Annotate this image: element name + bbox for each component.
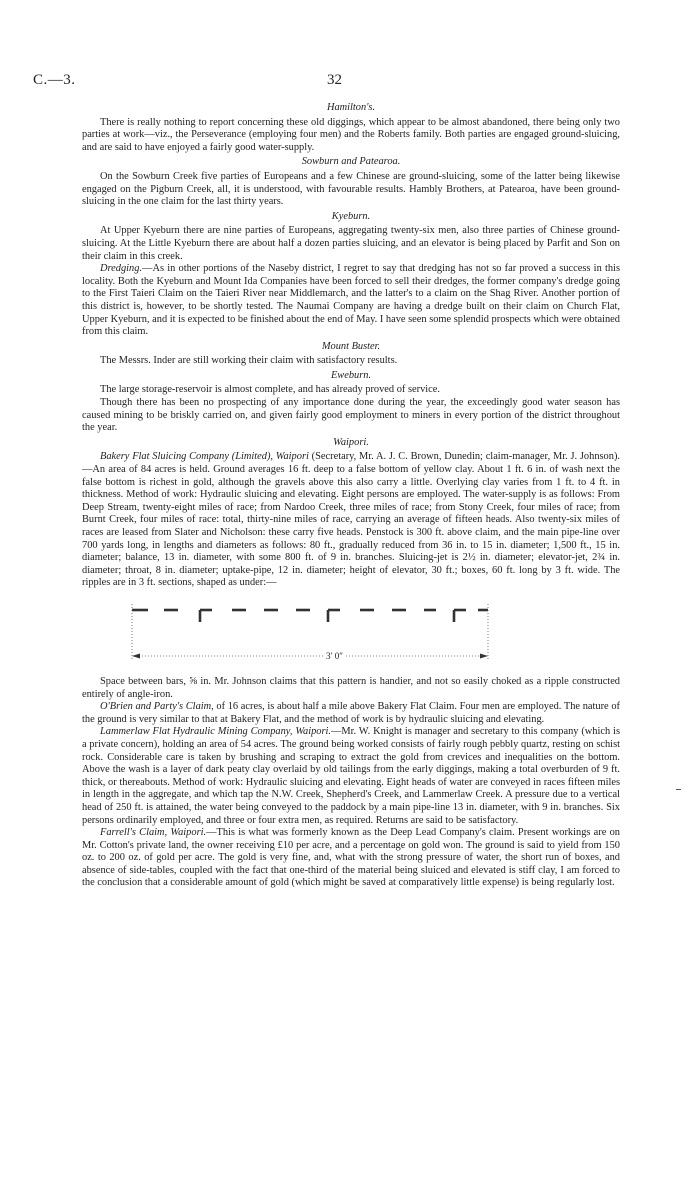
heading-hamilton: Hamilton's. xyxy=(326,102,376,113)
heading-sowburn: Sowburn and Patearoa. xyxy=(301,156,401,168)
paragraph: The large storage-reservoir is almost complete, and has already proved of service. xyxy=(100,384,440,396)
paragraph: There is really nothing to report concerning these old diggings, which appear to be almost abandoned, there being only two parties at work—viz., the Perseverance (employing four men) and the Roberts family. Both parties are engaged ground-sluicing, and are said to have enjoyed a fairly good water-supply. xyxy=(82,116,620,153)
run-in-heading: Farrell's Claim, Waipori. xyxy=(100,827,207,839)
run-in-heading: O'Brien and Party's Claim, xyxy=(100,701,214,713)
paragraph: On the Sowburn Creek five parties of Europeans and a few Chinese are ground-sluicing, some of the latter being likewise engaged on the Pigburn Creek, all, it is understood, with favourable results. Hambly Brothers, at Patearoa, have been ground-sluicing in the one claim for the last thirty years. xyxy=(82,170,620,208)
heading-kyeburn: Kyeburn. xyxy=(331,210,371,222)
paragraph-text: —This is what was formerly known as the Deep Lead Company's claim. Present workings are on Mr. Cotton's private land, the owner receiving £10 per acre, and a percentage on gold won. The ground is said to yield from 150 oz. to 200 oz. of gold per acre. The gold is very fine, and, what with the strong pressure of water, the short run of boxes, and absence of side-tables, coupled with the fact that one-third of the material being sluiced and elevated is stiff clay, I am forced to the conclusion that a considerable amount of gold (which might be saved at comparatively little expense) is being regularly lost. xyxy=(82,827,620,889)
paragraph-lammerlaw xyxy=(82,726,620,827)
paragraph-obrien xyxy=(82,701,620,726)
ripple-bars-figure xyxy=(130,596,490,666)
paragraph-text: —As in other portions of the Naseby district, I regret to say that dredging has not so far proved a success in this locality. Both the Kyeburn and Mount Ida Companies have been forced to sell their dredges, the former company's dredge going to the First Taieri Claim on the Taieri River near Middlemarch, and the latter's to a claim on the Shag River. Another portion of this district is, however, to be shortly tested. The Naumai Company are having a dredge built on their claim on Church Flat, Upper Kyeburn, and it is expected to be finished about the end of May. I have seen some splendid prospects which were obtained from this claim. xyxy=(82,263,620,338)
run-in-heading: Bakery Flat Sluicing Company (Limited), Waipori xyxy=(100,451,309,463)
dimension-label: 3′ 0″ xyxy=(326,650,343,661)
heading-mount-buster: Mount Buster. xyxy=(321,340,381,352)
paragraph: The Messrs. Inder are still working their claim with satisfactory results. xyxy=(100,355,398,367)
heading-waipori: Waipori. xyxy=(333,436,369,448)
document-code: C.—3. xyxy=(33,72,76,88)
run-in-heading: Lammerlaw Flat Hydraulic Mining Company, Waipori. xyxy=(100,726,332,738)
ripple-diagram xyxy=(82,596,620,672)
paragraph: At Upper Kyeburn there are nine parties of Europeans, aggregating twenty-six men, also three parties of Chinese ground-sluicing. At the Little Kyeburn there are about half a dozen parties sluicing, and an elevator is being placed by Parfit and Son on their claim in this creek. xyxy=(82,225,620,262)
paragraph: Though there has been no prospecting of any importance done during the year, the exceedingly good water season has caused mining to be briskly carried on, and given fairly good employment to miners in every portion of the district throughout the year. xyxy=(82,397,620,434)
paragraph-dredging xyxy=(82,263,620,339)
paragraph-bakery-flat xyxy=(82,451,620,590)
paragraph: Space between bars, ⅝ in. Mr. Johnson claims that this pattern is handier, and not so easily choked as a ripple constructed entirely of angle-iron. xyxy=(82,675,620,700)
paragraph-text: of 16 acres, is about half a mile above Bakery Flat Claim. Four men are employed. The nature of the ground is very similar to that at Bakery Flat, and the method of work is by hydraulic sluicing and elevating. xyxy=(82,701,620,725)
paragraph-text: —Mr. W. Knight is manager and secretary to this company (which is a private concern), holding an area of 54 acres. The ground being worked consists of fairly rough pebbly quartz, resting on schist rock. Considerable care is taken by brushing and scraping to extract the gold from crevices and inequalities on the bottom. Above the wash is a layer of dark peaty clay overlaid by old tailings from the early diggings, making a total overburden of 9 ft. thick, or thereabouts. Method of work: Hydraulic sluicing and elevating. Eight heads of water are conveyed in races fifteen miles in length in the aggregate, and which tap the N.W. Creek, Shepherd's Creek, and Lammerlaw Creek. A pressure due to a vertical head of 250 ft. is attained, the water being conveyed to the paddock by a main pipe-line 13 in. diameter, with 9 in. branches. Six persons ordinarily employed, and three or four extra men, as required. Returns are said to be satisfactory. xyxy=(82,726,620,826)
paragraph-farrell xyxy=(82,827,620,890)
heading-eweburn: Eweburn. xyxy=(330,369,372,381)
paragraph-text: (Secretary, Mr. A. J. C. Brown, Dunedin; claim-manager, Mr. J. Johnson).—An area of 84 acres is held. Ground averages 16 ft. deep to a false bottom of yellow clay. About 1 ft. 6 in. of wash next the false bottom is richest in gold, although the gravels above this also carry a little. Overlying clay varies from 1 ft. to 4 ft. in thickness. Method of work: Hydraulic sluicing and elevating. Eight persons are employed. The water-supply is as follows: From Deep Stream, twenty-eight miles of race; from Nardoo Creek, three miles of race; from Stony Creek, four miles of race; from Burnt Creek, four miles of race: total, thirty-nine miles of race, carrying an average of fifteen heads. Also twenty-six miles of races are leased from Slater and Nicholson: these carry five heads. Penstock is 300 ft. above claim, and the main pipe-line over 700 yards long, in lengths and diameters as follows: 80 ft., gradually reduced from 36 in. to 15 in. diameter; 1,500 ft., 15 in. diameter; balance, 13 in. diameter, with some 800 ft. of 9 in. branches. Sluicing-jet is 2½ in. diameter; elevator-jet, 2¾ in. diameter; throat, 8 in. diameter; uptake-pipe, 12 in. diameter; height of elevator, 30 ft.; boxes, 60 ft. long by 3 ft. wide. The ripples are in 3 ft. sections, shaped as under:— xyxy=(82,451,621,589)
margin-mark xyxy=(676,789,681,790)
run-in-heading: Dredging. xyxy=(100,263,143,275)
page-number: 32 xyxy=(327,72,342,88)
document-body xyxy=(82,100,620,890)
